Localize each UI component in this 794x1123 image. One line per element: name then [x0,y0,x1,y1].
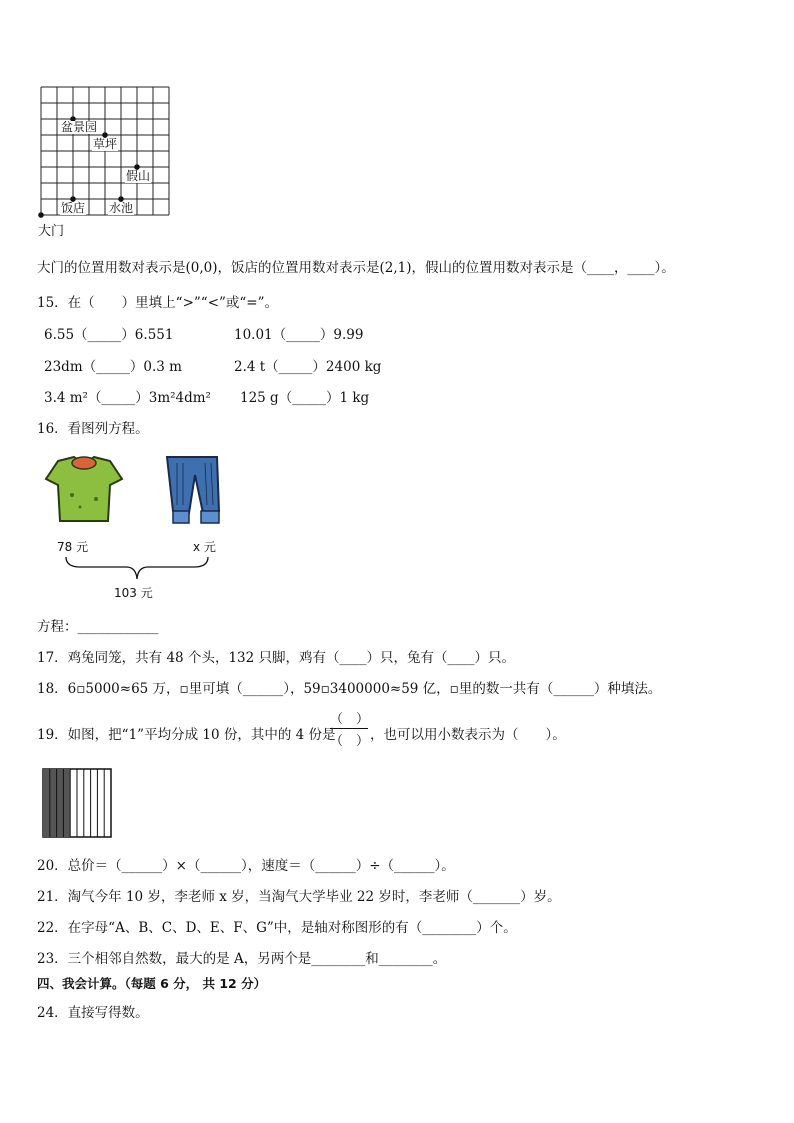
section-4-heading: 四、我会计算。（每题 6 分， 共 12 分） [37,976,267,991]
grid-map [38,85,178,220]
q15-title: 15．在（ ）里填上“>”“<”或“=”。 [37,295,279,311]
label-gate: 大门 [38,224,65,239]
q15-item-1: 6.55（_____）6.551 [44,327,174,343]
q24: 24．直接写得数。 [37,1005,149,1021]
q19-fraction-bar [330,728,368,729]
q16-right-price: x 元 [193,540,216,554]
q15-item-3: 23dm（_____）0.3 m [44,359,182,375]
label-garden: 盆景园 [61,120,98,134]
q19-strip-figure [42,768,114,840]
q15-item-2: 10.01（_____）9.99 [234,327,364,343]
q19-after: ，也可以用小数表示为（ ）。 [370,727,566,743]
label-hotel: 饭店 [61,201,86,215]
q21: 21．淘气今年 10 岁，李老师 x 岁，当淘气大学毕业 22 岁时，李老师（_______）岁。 [37,889,561,905]
q20: 20．总价＝（______）×（______），速度＝（______）÷（______）。 [37,858,455,874]
q18: 18．6▫5000≈65 万，▫里可填（______），59▫3400000≈59 亿，▫里的数一共有（______）种填法。 [37,681,662,697]
point-gate [38,212,44,218]
tshirt-image [44,455,124,525]
label-pool: 水池 [109,201,134,215]
label-hill: 假山 [126,169,151,183]
q15-item-4: 2.4 t（_____）2400 kg [234,359,382,375]
q16-title: 16．看图列方程。 [37,421,149,437]
q16-brace [64,555,210,585]
jeans-image [163,455,223,525]
q17: 17．鸡兔同笼，共有 48 个头，132 只脚，鸡有（____）只，兔有（____）只。 [37,650,515,666]
q16-total: 103 元 [114,586,153,600]
q19-before: 19．如图，把“1”平均分成 10 份，其中的 4 份是 [37,727,336,743]
q19-fraction [330,708,368,749]
q16-equation: 方程：____________ [37,619,159,635]
q19-numerator: （ ） [330,712,370,727]
q16-left-price: 78 元 [57,540,89,554]
q19-denominator: （ ） [330,734,370,749]
q22: 22．在字母“A、B、C、D、E、F、G”中，是轴对称图形的有（________）个。 [37,920,517,936]
label-lawn: 草坪 [93,137,118,151]
q23: 23．三个相邻自然数，最大的是 A，另两个是________和________。 [37,951,447,967]
q15-item-6: 125 g（_____）1 kg [240,390,370,406]
map-question: 大门的位置用数对表示是(0,0)，饭店的位置用数对表示是(2,1)，假山的位置用数对表示是（____，____）。 [37,260,675,276]
q15-item-5: 3.4 m²（_____）3m²4dm² [44,390,211,406]
